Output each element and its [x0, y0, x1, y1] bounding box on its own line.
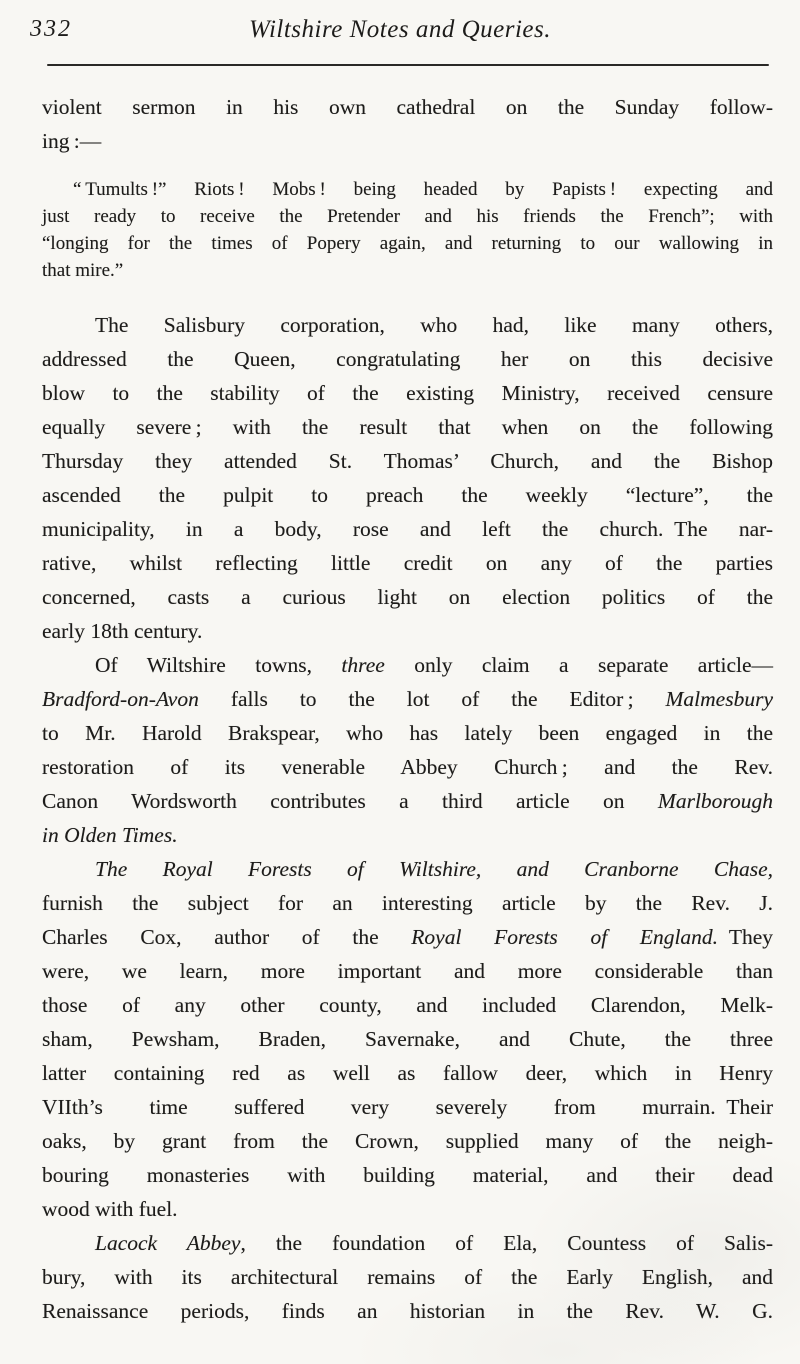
text-line: that mire.” [42, 260, 124, 281]
text-line: latter containing red as well as fallow deer, which in Henry [42, 1061, 773, 1085]
text-line: “ Tumults !” Riots ! Mobs ! being headed by Papists ! expecting and [73, 179, 773, 200]
text-line: restoration of its venerable Abbey Church ; and the Rev. [42, 755, 773, 779]
paragraph-salisbury [42, 308, 773, 648]
text-line: Canon Wordsworth contributes a third article on Marlborough [42, 789, 773, 813]
paragraph-wiltshire-towns [42, 648, 773, 852]
page-number: 332 [30, 16, 72, 42]
text-line: municipality, in a body, rose and left the church. The nar- [42, 517, 773, 541]
text-line: rative, whilst reflecting little credit on any of the parties [42, 551, 773, 575]
text-line: furnish the subject for an interesting article by the Rev. J. [42, 891, 773, 915]
text-line: bouring monasteries with building material, and their dead [42, 1163, 773, 1187]
text-line: wood with fuel. [42, 1197, 178, 1221]
text-line: bury, with its architectural remains of the Early English, and [42, 1265, 773, 1289]
text-line: were, we learn, more important and more considerable than [42, 959, 773, 983]
text-line: equally severe ; with the result that when on the following [42, 415, 773, 439]
text-line: violent sermon in his own cathedral on the Sunday follow- [42, 95, 773, 119]
text-line: Charles Cox, author of the Royal Forests of England. They [42, 925, 773, 949]
paragraph-royal-forests [42, 852, 773, 1226]
text-line: Thursday they attended St. Thomas’ Church, and the Bishop [42, 449, 773, 473]
text-line: early 18th century. [42, 619, 203, 643]
text-line: Lacock Abbey, the foundation of Ela, Countess of Salis- [95, 1231, 773, 1255]
paragraph-lacock-abbey [42, 1226, 773, 1328]
text-line: Of Wiltshire towns, three only claim a separate article— [95, 653, 774, 677]
text-line: The Salisbury corporation, who had, like many others, [95, 313, 773, 337]
text-line: oaks, by grant from the Crown, supplied many of the neigh- [42, 1129, 773, 1153]
page-body [42, 66, 773, 1328]
text-line: Bradford-on-Avon falls to the lot of the Editor ; Malmesbury [42, 687, 773, 711]
text-line: addressed the Queen, congratulating her on this decisive [42, 347, 773, 371]
text-line: “longing for the times of Popery again, and returning to our wallowing in [42, 233, 773, 254]
text-line: ascended the pulpit to preach the weekly “lecture”, the [42, 483, 773, 507]
text-line: ing :— [42, 129, 102, 153]
text-line: blow to the stability of the existing Ministry, received censure [42, 381, 773, 405]
text-line: just ready to receive the Pretender and his friends the French”; with [42, 206, 773, 227]
blockquote-tumults [42, 176, 773, 284]
text-line: concerned, casts a curious light on election politics of the [42, 585, 773, 609]
text-line: those of any other county, and included Clarendon, Melk- [42, 993, 773, 1017]
running-header [0, 0, 800, 52]
text-line: sham, Pewsham, Braden, Savernake, and Chute, the three [42, 1027, 773, 1051]
journal-title: Wiltshire Notes and Queries. [249, 16, 551, 43]
text-line: in Olden Times. [42, 823, 178, 847]
text-line: VIIth’s time suffered very severely from murrain. Their [42, 1095, 773, 1119]
text-line: to Mr. Harold Brakspear, who has lately been engaged in the [42, 721, 773, 745]
text-line: The Royal Forests of Wiltshire, and Cranborne Chase, [95, 857, 773, 881]
text-line: Renaissance periods, finds an historian in the Rev. W. G. [42, 1299, 773, 1323]
paragraph-opening [42, 90, 773, 158]
